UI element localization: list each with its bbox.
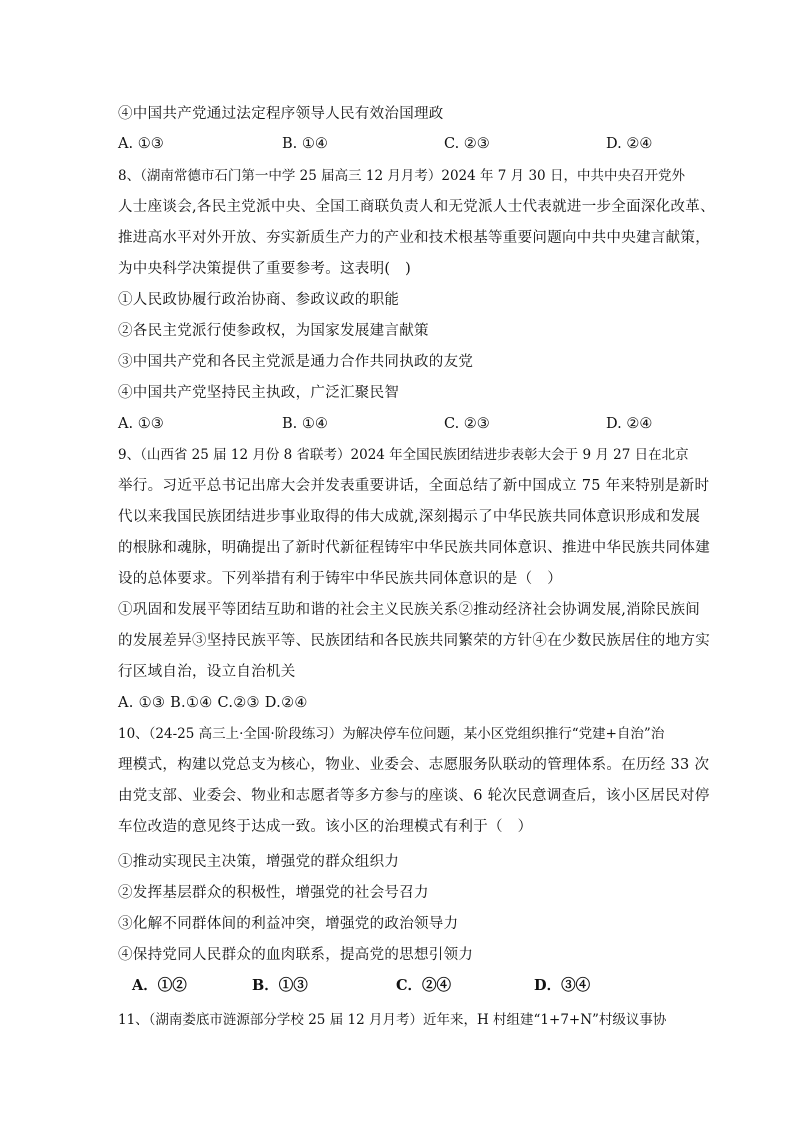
statement-q10-4: ④保持党同人民群众的血肉联系，提高党的思想引领力 xyxy=(118,947,474,963)
statement-q10-2: ②发挥基层群众的积极性，增强党的社会号召力 xyxy=(118,885,429,901)
question-9-line-4: 的根脉和魂脉，明确提出了新时代新征程铸牢中华民族共同体意识、推进中华民族共同体建 xyxy=(118,540,710,556)
option-d[interactable]: D. ②④ xyxy=(606,416,653,432)
option-b[interactable]: B．①③ xyxy=(252,977,308,994)
options-q8 xyxy=(118,414,678,434)
question-9-line-3: 代以来我国民族团结进步事业取得的伟大成就,深刻揭示了中华民族共同体意识形成和发展 xyxy=(118,509,701,525)
option-c[interactable]: C．②④ xyxy=(396,977,452,994)
question-11-line-1: 11、（湖南娄底市涟源部分学校 25 届 12 月月考）近年来，H 村组建“1+7+N”村级议事协 xyxy=(118,1012,667,1028)
option-c[interactable]: C. ②③ xyxy=(444,416,490,432)
option-d[interactable]: D. ②④ xyxy=(606,136,653,152)
option-a[interactable]: A. ①③ xyxy=(118,416,164,432)
statement-q7-4: ④中国共产党通过法定程序领导人民有效治国理政 xyxy=(118,106,444,122)
option-b[interactable]: B. ①④ xyxy=(282,136,328,152)
question-9-line-5: 设的总体要求。下列举措有利于铸牢中华民族共同体意识的是（ ） xyxy=(118,571,562,587)
statement-q10-1: ①推动实现民主决策，增强党的群众组织力 xyxy=(118,854,400,870)
statement-q9-2: 的发展差异③坚持民族平等、民族团结和各民族共同繁荣的方针④在少数民族居住的地方实 xyxy=(118,633,710,649)
question-10-line-1: 10、（24-25 高三上·全国·阶段练习）为解决停车位问题，某小区党组织推行“党建+自治”治 xyxy=(118,726,665,742)
question-10-line-2: 理模式，构建以党总支为核心，物业、业委会、志愿服务队联动的管理体系。在历经 33 次 xyxy=(118,757,710,773)
question-8-line-2: 人士座谈会,各民主党派中央、全国工商联负责人和无党派人士代表就进一步全面深化改革、 xyxy=(118,199,715,215)
statement-q8-1: ①人民政协履行政治协商、参政议政的职能 xyxy=(118,292,400,308)
statement-q8-4: ④中国共产党坚持民主执政，广泛汇聚民智 xyxy=(118,385,400,401)
question-8-line-1: 8、（湖南常德市石门第一中学 25 届高三 12 月月考）2024 年 7 月 30 日，中共中央召开党外 xyxy=(118,168,685,184)
statement-q8-3: ③中国共产党和各民主党派是通力合作共同执政的友党 xyxy=(118,354,474,370)
question-10-line-4: 车位改造的意见终于达成一致。该小区的治理模式有利于（ ） xyxy=(118,819,533,835)
options-q7 xyxy=(118,134,678,154)
option-d[interactable]: D．③④ xyxy=(534,977,591,994)
options-q9[interactable]: A. ①③ B.①④ C.②③ D.②④ xyxy=(118,695,308,711)
statement-q9-3: 行区域自治，设立自治机关 xyxy=(118,664,296,680)
question-9-line-2: 举行。习近平总书记出席大会并发表重要讲话，全面总结了新中国成立 75 年来特别是新时 xyxy=(118,478,710,494)
question-8-line-4: 为中央科学决策提供了重要参考。这表明( ) xyxy=(118,261,412,277)
option-a[interactable]: A．①② xyxy=(132,977,187,994)
question-9-line-1: 9、（山西省 25 届 12 月份 8 省联考）2024 年全国民族团结进步表彰大会于 9 月 27 日在北京 xyxy=(118,447,689,463)
statement-q10-3: ③化解不同群体间的利益冲突，增强党的政治领导力 xyxy=(118,916,459,932)
option-c[interactable]: C. ②③ xyxy=(444,136,490,152)
option-b[interactable]: B. ①④ xyxy=(282,416,328,432)
option-a[interactable]: A. ①③ xyxy=(118,136,164,152)
question-8-line-3: 推进高水平对外开放、夯实新质生产力的产业和技术根基等重要问题向中共中央建言献策， xyxy=(118,230,710,246)
statement-q9-1: ①巩固和发展平等团结互助和谐的社会主义民族关系②推动经济社会协调发展,消除民族间 xyxy=(118,602,701,618)
question-10-line-3: 由党支部、业委会、物业和志愿者等多方参与的座谈、6 轮次民意调查后，该小区居民对停 xyxy=(118,788,710,804)
statement-q8-2: ②各民主党派行使参政权，为国家发展建言献策 xyxy=(118,323,429,339)
options-q10 xyxy=(132,976,692,996)
